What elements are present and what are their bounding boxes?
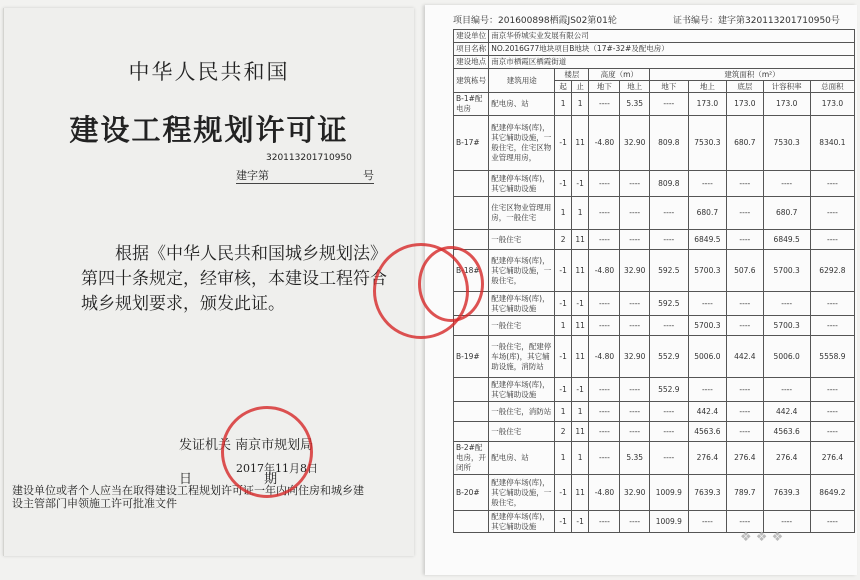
cell-use: 一般住宅 [489, 316, 555, 336]
info-row [454, 56, 855, 69]
cell-area-far: 680.7 [763, 197, 810, 230]
country-name: 中华人民共和国 [128, 60, 290, 84]
cell-floor-from: -1 [555, 250, 572, 292]
cell-area-far: 276.4 [763, 442, 810, 475]
cell-building-no: B-18# [454, 250, 489, 292]
table-row [454, 336, 855, 378]
cell-area-far: 7639.3 [763, 475, 810, 511]
cell-area-total: 8340.1 [810, 116, 854, 171]
cell-use: 配建停车场(库)，其它辅助设施 [489, 511, 555, 533]
cell-use: 住宅区物业管理用房，一般住宅 [489, 197, 555, 230]
info-value: 南京华侨城实业发展有限公司 [489, 30, 855, 43]
cell-floor-to: 11 [571, 475, 589, 511]
cell-use: 配建停车场(库)，其它辅助设施 [489, 292, 555, 316]
cell-height-below: ---- [589, 402, 620, 422]
cell-area-far: 5006.0 [763, 336, 810, 378]
cell-floor-from: 1 [555, 316, 572, 336]
cell-area-above: 680.7 [688, 197, 727, 230]
cell-area-above: 5700.3 [688, 250, 727, 292]
cell-height-above: ---- [620, 292, 650, 316]
info-value: NO.2016G77地块项目B地块（17#-32#及配电房） [489, 43, 855, 56]
cert-number-value: 建字第320113201710950号 [718, 16, 840, 26]
header-height-below: 地下 [589, 81, 620, 93]
cell-area-above: 442.4 [688, 402, 727, 422]
cell-area-far: 4563.6 [763, 422, 810, 442]
cell-floor-to: 1 [571, 442, 589, 475]
cell-area-below: 552.9 [650, 378, 689, 402]
cell-floor-to: 11 [571, 336, 589, 378]
cell-floor-from: -1 [555, 171, 572, 197]
cell-area-total: ---- [810, 171, 854, 197]
cell-floor-from: 1 [555, 93, 572, 116]
cell-area-total: ---- [810, 230, 854, 250]
table-row [454, 442, 855, 475]
cell-area-base: 173.0 [727, 93, 763, 116]
cell-use: 一般住宅，配建停车场(库)，其它辅助设施，消防站 [489, 336, 555, 378]
cert-number-label: 证书编号： [673, 16, 719, 26]
cell-area-far: 5700.3 [763, 316, 810, 336]
cell-building-no [454, 171, 489, 197]
header-area-above: 地上 [688, 81, 727, 93]
cell-floor-to: 11 [571, 316, 589, 336]
cell-area-above: 276.4 [688, 442, 727, 475]
cell-area-base: ---- [727, 197, 763, 230]
cell-height-above: 5.35 [620, 93, 650, 116]
cell-floor-to: -1 [571, 292, 589, 316]
cell-floor-from: 2 [555, 230, 572, 250]
table-row [454, 422, 855, 442]
cell-building-no: B-17# [454, 116, 489, 171]
cell-height-below: ---- [589, 511, 620, 533]
cell-area-base: ---- [727, 402, 763, 422]
cell-area-total: 8649.2 [810, 475, 854, 511]
cell-height-below: ---- [589, 442, 620, 475]
cell-floor-from: -1 [555, 511, 572, 533]
cell-use: 配建停车场(库)，其它辅助设施 [489, 378, 555, 402]
cell-area-far: 6849.5 [763, 230, 810, 250]
header-area: 建筑面积（m²） [650, 69, 855, 81]
cell-area-base: 507.6 [727, 250, 763, 292]
date-label: 日 期 [179, 472, 312, 487]
cell-area-below: 1009.9 [650, 511, 689, 533]
table-row [454, 171, 855, 197]
cell-height-above: ---- [620, 316, 650, 336]
info-value: 南京市栖霞区栖霞街道 [489, 56, 855, 69]
cell-area-below: ---- [650, 197, 689, 230]
header-far: 计容积率 [763, 81, 810, 93]
cert-number [673, 13, 840, 26]
table-row [454, 197, 855, 230]
info-label: 项目名称 [454, 43, 489, 56]
cell-area-base: 789.7 [727, 475, 763, 511]
cell-area-above: 4563.6 [688, 422, 727, 442]
cell-area-total: ---- [810, 292, 854, 316]
cell-area-base: ---- [727, 511, 763, 533]
cell-area-above: ---- [688, 292, 727, 316]
cell-area-far: 173.0 [763, 93, 810, 116]
table-row [454, 511, 855, 533]
cell-height-above: ---- [620, 422, 650, 442]
cell-height-above: 32.90 [620, 475, 650, 511]
number-prefix: 建字第 [236, 169, 269, 182]
cell-height-above: ---- [620, 230, 650, 250]
header-use: 建筑用途 [489, 69, 555, 93]
cell-height-above: ---- [620, 197, 650, 230]
cell-area-base: ---- [727, 378, 763, 402]
cell-use: 配电房、站 [489, 442, 555, 475]
cell-height-below: ---- [589, 422, 620, 442]
table-row [454, 378, 855, 402]
cell-height-below: ---- [589, 171, 620, 197]
cell-area-below: 592.5 [650, 250, 689, 292]
cell-floor-from: 1 [555, 442, 572, 475]
issue-date: 2017年11月8日 [236, 462, 318, 475]
cell-height-above: ---- [620, 171, 650, 197]
cell-height-above: ---- [620, 511, 650, 533]
cell-area-total: 276.4 [810, 442, 854, 475]
cell-area-above: 5700.3 [688, 316, 727, 336]
cell-height-below: -4.80 [589, 116, 620, 171]
cell-use: 配建停车场(库)，其它辅助设施，一般住宅， [489, 475, 555, 511]
cell-area-below: ---- [650, 422, 689, 442]
cell-height-above: 32.90 [620, 336, 650, 378]
cell-floor-to: -1 [571, 378, 589, 402]
cell-height-above: 32.90 [620, 250, 650, 292]
cell-building-no: B-19# [454, 336, 489, 378]
cell-area-total: ---- [810, 197, 854, 230]
cell-area-below: 1009.9 [650, 475, 689, 511]
cell-area-base: ---- [727, 292, 763, 316]
certificate-body: 根据《中华人民共和国城乡规划法》第四十条规定，经审核，本建设工程符合城乡规划要求，颁发此证。 [81, 244, 387, 314]
cell-area-below: ---- [650, 442, 689, 475]
cell-floor-to: 11 [571, 230, 589, 250]
cell-area-below: 809.8 [650, 171, 689, 197]
cell-use: 配建停车场(库)，其它辅助设施 [489, 171, 555, 197]
cell-building-no [454, 422, 489, 442]
header-building-no: 建筑栋号 [454, 69, 489, 93]
cell-area-above: 173.0 [688, 93, 727, 116]
cell-height-below: -4.80 [589, 475, 620, 511]
cell-area-above: ---- [688, 378, 727, 402]
cell-use: 配建停车场(库)，其它辅助设施，一般住宅，住宅区物业管理用房， [489, 116, 555, 171]
header-height: 高度（m） [589, 69, 650, 81]
cell-area-above: 6849.5 [688, 230, 727, 250]
table-row [454, 250, 855, 292]
cell-area-base: ---- [727, 171, 763, 197]
cell-building-no [454, 402, 489, 422]
cell-area-base: 680.7 [727, 116, 763, 171]
cell-building-no [454, 197, 489, 230]
header-base: 底层 [727, 81, 763, 93]
cell-height-below: ---- [589, 93, 620, 116]
cell-floor-to: 11 [571, 422, 589, 442]
cell-floor-from: -1 [555, 336, 572, 378]
cell-area-total: ---- [810, 402, 854, 422]
official-seal-stamp [221, 406, 313, 498]
cell-height-below: ---- [589, 230, 620, 250]
cell-floor-to: -1 [571, 511, 589, 533]
cell-use: 配建停车场(库)，其它辅助设施，一般住宅， [489, 250, 555, 292]
project-number-label: 项目编号： [453, 16, 499, 26]
cell-use: 一般住宅，消防站 [489, 402, 555, 422]
cell-floor-from: 1 [555, 197, 572, 230]
cell-building-no: B-2#配电房，开闭所 [454, 442, 489, 475]
cell-height-above: 32.90 [620, 116, 650, 171]
cell-floor-from: -1 [555, 292, 572, 316]
cell-area-below: 592.5 [650, 292, 689, 316]
cell-height-above: ---- [620, 378, 650, 402]
certificate-number: 320113201710950 [266, 153, 352, 163]
table-row [454, 475, 855, 511]
certificate-title: 建设工程规划许可证 [69, 113, 349, 147]
cell-area-base: 276.4 [727, 442, 763, 475]
table-row [454, 292, 855, 316]
cell-height-below: ---- [589, 292, 620, 316]
header-floor-from: 起 [555, 81, 572, 93]
cell-area-total: 6292.8 [810, 250, 854, 292]
cell-area-total: ---- [810, 316, 854, 336]
cell-area-above: ---- [688, 171, 727, 197]
table-row [454, 316, 855, 336]
cell-building-no [454, 511, 489, 533]
cell-area-far: ---- [763, 292, 810, 316]
project-number-value: 201600898栖霞JS02第01轮 [498, 16, 617, 26]
cell-floor-to: -1 [571, 171, 589, 197]
cell-area-total: ---- [810, 511, 854, 533]
cell-height-below: -4.80 [589, 250, 620, 292]
info-row [454, 43, 855, 56]
cell-area-base: ---- [727, 316, 763, 336]
cell-floor-to: 11 [571, 250, 589, 292]
info-label: 建设单位 [454, 30, 489, 43]
cell-floor-to: 1 [571, 197, 589, 230]
cell-floor-from: 2 [555, 422, 572, 442]
building-area-table [453, 29, 855, 533]
certificate-note: 建设单位或者个人应当在取得建设工程规划许可证一年内向住房和城乡建设主管部门申领施工许可批准文件 [12, 484, 364, 510]
header-floors: 楼层 [555, 69, 589, 81]
cell-use: 配电房、站 [489, 93, 555, 116]
table-row [454, 402, 855, 422]
cell-floor-from: -1 [555, 378, 572, 402]
cell-area-total: 173.0 [810, 93, 854, 116]
cell-area-below: ---- [650, 93, 689, 116]
cell-area-total: 5558.9 [810, 336, 854, 378]
cell-area-above: ---- [688, 511, 727, 533]
header-total: 总面积 [810, 81, 854, 93]
info-row [454, 30, 855, 43]
cell-area-below: ---- [650, 402, 689, 422]
cell-area-far: ---- [763, 171, 810, 197]
info-label: 建设地点 [454, 56, 489, 69]
cell-area-base: ---- [727, 422, 763, 442]
cell-area-below: ---- [650, 230, 689, 250]
cell-building-no: B-1#配电房 [454, 93, 489, 116]
cell-area-total: ---- [810, 378, 854, 402]
cell-area-base: ---- [727, 230, 763, 250]
cell-area-below: 552.9 [650, 336, 689, 378]
official-seal-stamp-edge [418, 246, 484, 322]
cell-floor-from: 1 [555, 402, 572, 422]
cell-area-base: 442.4 [727, 336, 763, 378]
cell-area-above: 7530.3 [688, 116, 727, 171]
cell-floor-from: -1 [555, 116, 572, 171]
cell-area-above: 5006.0 [688, 336, 727, 378]
cell-building-no: B-20# [454, 475, 489, 511]
cell-height-above: ---- [620, 402, 650, 422]
cell-area-below: ---- [650, 316, 689, 336]
planning-permit-certificate [3, 8, 414, 556]
cell-area-far: ---- [763, 378, 810, 402]
cell-area-far: ---- [763, 511, 810, 533]
header-area-below: 地下 [650, 81, 689, 93]
cell-floor-from: -1 [555, 475, 572, 511]
cell-height-below: ---- [589, 197, 620, 230]
header-height-above: 地上 [620, 81, 650, 93]
project-number [453, 13, 617, 26]
table-row [454, 93, 855, 116]
cell-area-below: 809.8 [650, 116, 689, 171]
cell-use: 一般住宅 [489, 422, 555, 442]
attachment-page [425, 5, 857, 575]
cell-floor-to: 11 [571, 116, 589, 171]
cell-area-far: 5700.3 [763, 250, 810, 292]
cell-height-below: -4.80 [589, 336, 620, 378]
number-suffix: 号 [363, 169, 374, 182]
cell-floor-to: 1 [571, 93, 589, 116]
table-row [454, 230, 855, 250]
cell-area-far: 442.4 [763, 402, 810, 422]
issuing-authority: 发证机关 南京市规划局 [179, 438, 314, 453]
table-row [454, 116, 855, 171]
certificate-number-line [236, 167, 374, 184]
header-floor-to: 止 [571, 81, 589, 93]
cell-area-far: 7530.3 [763, 116, 810, 171]
cell-height-below: ---- [589, 316, 620, 336]
cell-area-above: 7639.3 [688, 475, 727, 511]
cell-area-total: ---- [810, 422, 854, 442]
cell-height-above: 5.35 [620, 442, 650, 475]
cell-floor-to: 1 [571, 402, 589, 422]
watermark: ❖ ❖ ❖ [740, 530, 784, 545]
cell-height-below: ---- [589, 378, 620, 402]
cell-building-no [454, 378, 489, 402]
cell-use: 一般住宅 [489, 230, 555, 250]
